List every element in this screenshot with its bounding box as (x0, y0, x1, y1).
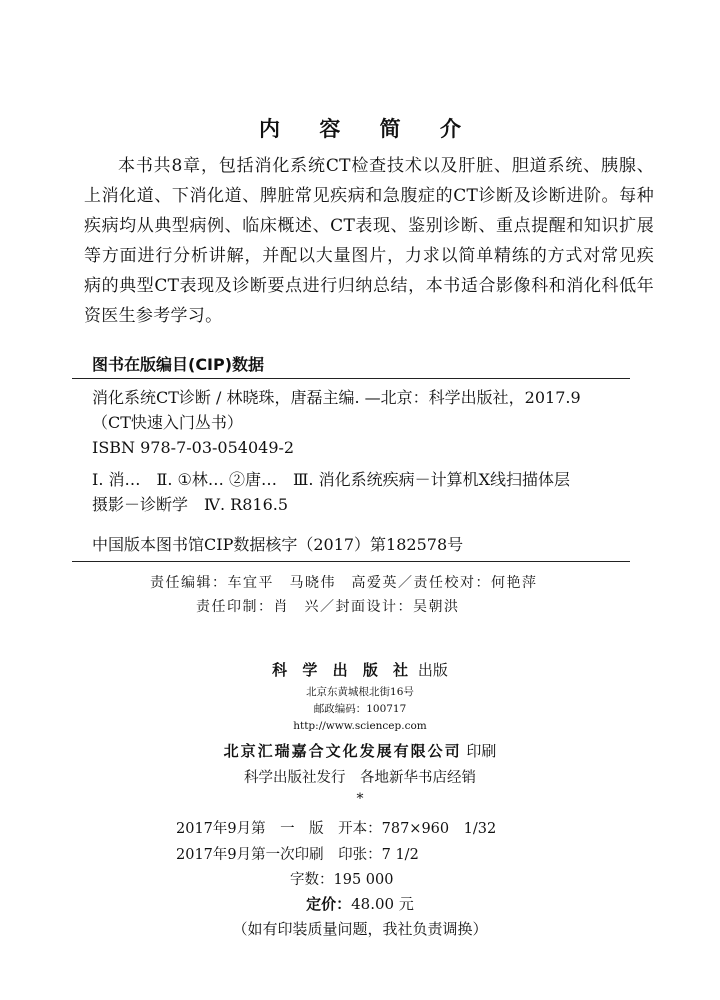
cip-series-line: （CT快速入门丛书） (92, 413, 243, 432)
word-count-line: 字数：195 000 (290, 872, 394, 888)
book-description (84, 151, 654, 331)
edition-line: 2017年9月第 一 版 开本：787×960 1/32 (176, 821, 497, 837)
publisher-block (0, 659, 720, 735)
printer-suffix: 印刷 (466, 742, 497, 760)
production-line: 责任印制：肖 兴／封面设计：吴朝洪 (196, 599, 460, 615)
cip-classification (92, 467, 632, 517)
publisher-address: 北京东黄城根北街16号 (306, 686, 414, 698)
cip-class-line-2: 摄影－诊断学 Ⅳ. R816.5 (92, 495, 289, 514)
price-label: 定价： (306, 895, 352, 913)
description-text: 本书共8章，包括消化系统CT检查技术以及肝脏、胆道系统、胰腺、上消化道、下消化道、脾脏常见疾病和急腹症的CT诊断及诊断进阶。每种疾病均从典型病例、临床概述、CT表现、鉴别诊断、重点提醒和知识扩展等方面进行分析讲解，并配以大量图片，力求以简单精练的方式对常见疾病的典型CT表现及诊断要点进行归纳总结，本书适合影像科和消化科低年资医生参考学习。 (84, 156, 654, 326)
distribution-line: 科学出版社发行 各地新华书店经销 (244, 770, 476, 786)
quality-note: （如有印装质量问题，我社负责调换） (232, 920, 488, 938)
cip-bottom-rule (72, 561, 630, 562)
price-value: 48.00 元 (351, 895, 414, 913)
cip-heading: 图书在版编目(CIP)数据 (92, 355, 265, 374)
publisher-postcode: 邮政编码：100717 (313, 703, 407, 715)
editors-line: 责任编辑：车宜平 马晓伟 高爱英／责任校对：何艳萍 (150, 575, 538, 591)
separator-star: * (356, 791, 364, 807)
printer-block (0, 740, 720, 761)
printing-line: 2017年9月第一次印刷 印张：7 1/2 (176, 847, 419, 863)
cip-record-number: 中国版本图书馆CIP数据核字（2017）第182578号 (92, 535, 464, 554)
publisher-name: 科 学 出 版 社 (272, 661, 414, 679)
publisher-url: http://www.sciencep.com (293, 720, 427, 732)
cip-top-rule (72, 378, 630, 379)
printer-name: 北京汇瑞嘉合文化发展有限公司 (223, 742, 462, 760)
cip-class-line-1: Ⅰ. 消… Ⅱ. ①林… ②唐… Ⅲ. 消化系统疾病－计算机X线扫描体层 (92, 470, 570, 489)
price-line (0, 893, 720, 914)
cip-title-line: 消化系统CT诊断 / 林晓珠，唐磊主编. —北京：科学出版社，2017.9 (92, 388, 581, 407)
cip-isbn: ISBN 978-7-03-054049-2 (92, 438, 295, 457)
publisher-suffix: 出版 (417, 661, 448, 679)
page-title: 内 容 简 介 (259, 117, 477, 141)
cip-record-block (92, 385, 632, 460)
